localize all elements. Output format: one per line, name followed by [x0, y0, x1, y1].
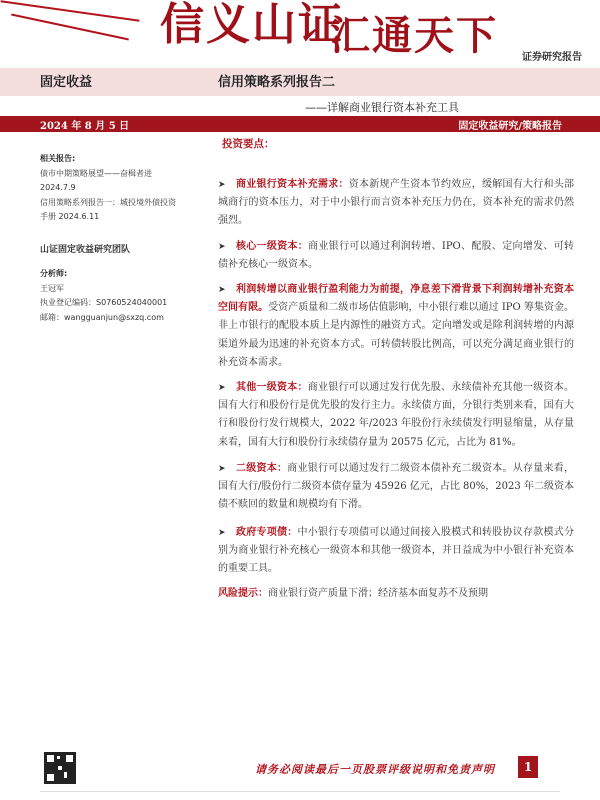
related-report-line: 手册 2024.6.11	[40, 212, 100, 221]
risk-text: 商业银行资产质量下滑；经济基本面复苏不及预期	[268, 588, 488, 599]
email[interactable]: 邮箱：wangguanjun@sxzq.com	[40, 312, 164, 322]
banner-slogan-1: 信义山证	[160, 0, 344, 50]
item-text: 商业银行可以通过利润转增、IPO、配股、定向增发、可转债补充核心一级资本。	[218, 241, 574, 271]
risk-label: 风险提示：	[218, 588, 268, 599]
item-lead: 核心一级资本：	[236, 241, 309, 252]
bullet-arrow-icon: ➤	[218, 383, 226, 393]
list-item	[218, 524, 574, 579]
analyst-name: 王冠军	[40, 283, 64, 293]
item-text: 受资产质量和二级市场估值影响，中小银行难以通过 IPO 筹集资金。非上市银行的配股本质上是内源性的融资方式。定向增发或是除利润转增的内源渠道外最为迅速的补充资本方式。可转债转股比例高，可以充分满足商业银行的补充资本需求。	[218, 302, 575, 368]
item-lead: 二级资本：	[236, 463, 288, 474]
list-item	[218, 460, 574, 515]
item-text: 资本新规产生资本节约效应，缓解国有大行和头部城商行的资本压力，对于中小银行而言资本补充压力仍在，资本补充的需求仍然强烈。	[218, 179, 574, 227]
related-report-line[interactable]: 信用策略系列报告一：城投境外债投资	[40, 197, 176, 207]
header-banner	[0, 0, 600, 62]
analyst-label: 分析师:	[40, 269, 68, 278]
invest-highlights-title: 投资要点：	[222, 138, 275, 150]
series-title: 信用策略系列报告二	[218, 75, 336, 90]
list-item	[218, 379, 574, 452]
item-lead: 商业银行资本补充需求：	[236, 179, 349, 190]
research-team: 山证固定收益研究团队	[40, 244, 131, 255]
report-type: 固定收益研究/策略报告	[458, 121, 562, 132]
related-reports-label: 相关报告:	[40, 154, 76, 163]
bullet-arrow-icon: ➤	[218, 285, 226, 295]
item-text: 商业银行可以通过发行优先股、永续债补充其他一级资本。国有大行和股份行是优先股的发行主力。永续债方面，分银行类别来看，国有大行和股份行发行规模大，2022 年/2023 年股份行永续债发行明显缩量，从存量来看，国有大行和股份行永续债存量为 20575 亿元，占比为 81%。	[218, 382, 574, 448]
sidebar	[40, 152, 198, 325]
license-number: 执业登记编码：S0760524040001	[40, 298, 168, 307]
item-lead: 利润转增以商业银行盈利能力为前提，净息差下滑背景下利润转增补充资本空间有限。	[218, 284, 574, 314]
footer-divider	[40, 791, 560, 792]
bullet-arrow-icon: ➤	[218, 528, 226, 538]
brush-stroke	[1, 0, 140, 21]
item-text: 中小银行专项债可以通过间接入股模式和转股协议存款模式分别为商业银行补充核心一级资本和其他一级资本，并日益成为中小银行补充资本的重要工具。	[218, 527, 574, 575]
page-number: 1	[518, 756, 538, 778]
report-subtitle: ——详解商业银行资本补充工具	[305, 101, 459, 114]
list-item	[218, 176, 574, 231]
list-item	[218, 238, 574, 274]
item-lead: 政府专项债：	[236, 527, 298, 538]
item-text: 商业银行可以通过发行二级资本债补充二级资本。从存量来看，国有大行/股份行二级资本债存量为 45926 亿元，占比 80%，2023 年二级资本债不赎回的数量和规模均有下滑。	[218, 463, 574, 511]
bullet-arrow-icon: ➤	[218, 242, 226, 252]
related-report-line: 2024.7.9	[40, 183, 76, 192]
bullet-arrow-icon: ➤	[218, 464, 226, 474]
brand-label: 证券研究报告	[522, 52, 582, 63]
qr-code-icon[interactable]	[44, 752, 76, 784]
risk-warning	[218, 584, 574, 599]
category-label: 固定收益	[40, 75, 93, 90]
banner-slogan-2: 汇通天下	[330, 12, 498, 59]
related-report-line[interactable]: 债市中期策略展望——奋楫者进	[40, 168, 152, 178]
disclaimer-note[interactable]: 请务必阅读最后一页股票评级说明和免责声明	[255, 763, 495, 776]
report-date: 2024 年 8 月 5 日	[40, 121, 130, 132]
list-item	[218, 281, 574, 372]
item-lead: 其他一级资本：	[236, 382, 308, 393]
bullet-arrow-icon: ➤	[218, 180, 226, 190]
